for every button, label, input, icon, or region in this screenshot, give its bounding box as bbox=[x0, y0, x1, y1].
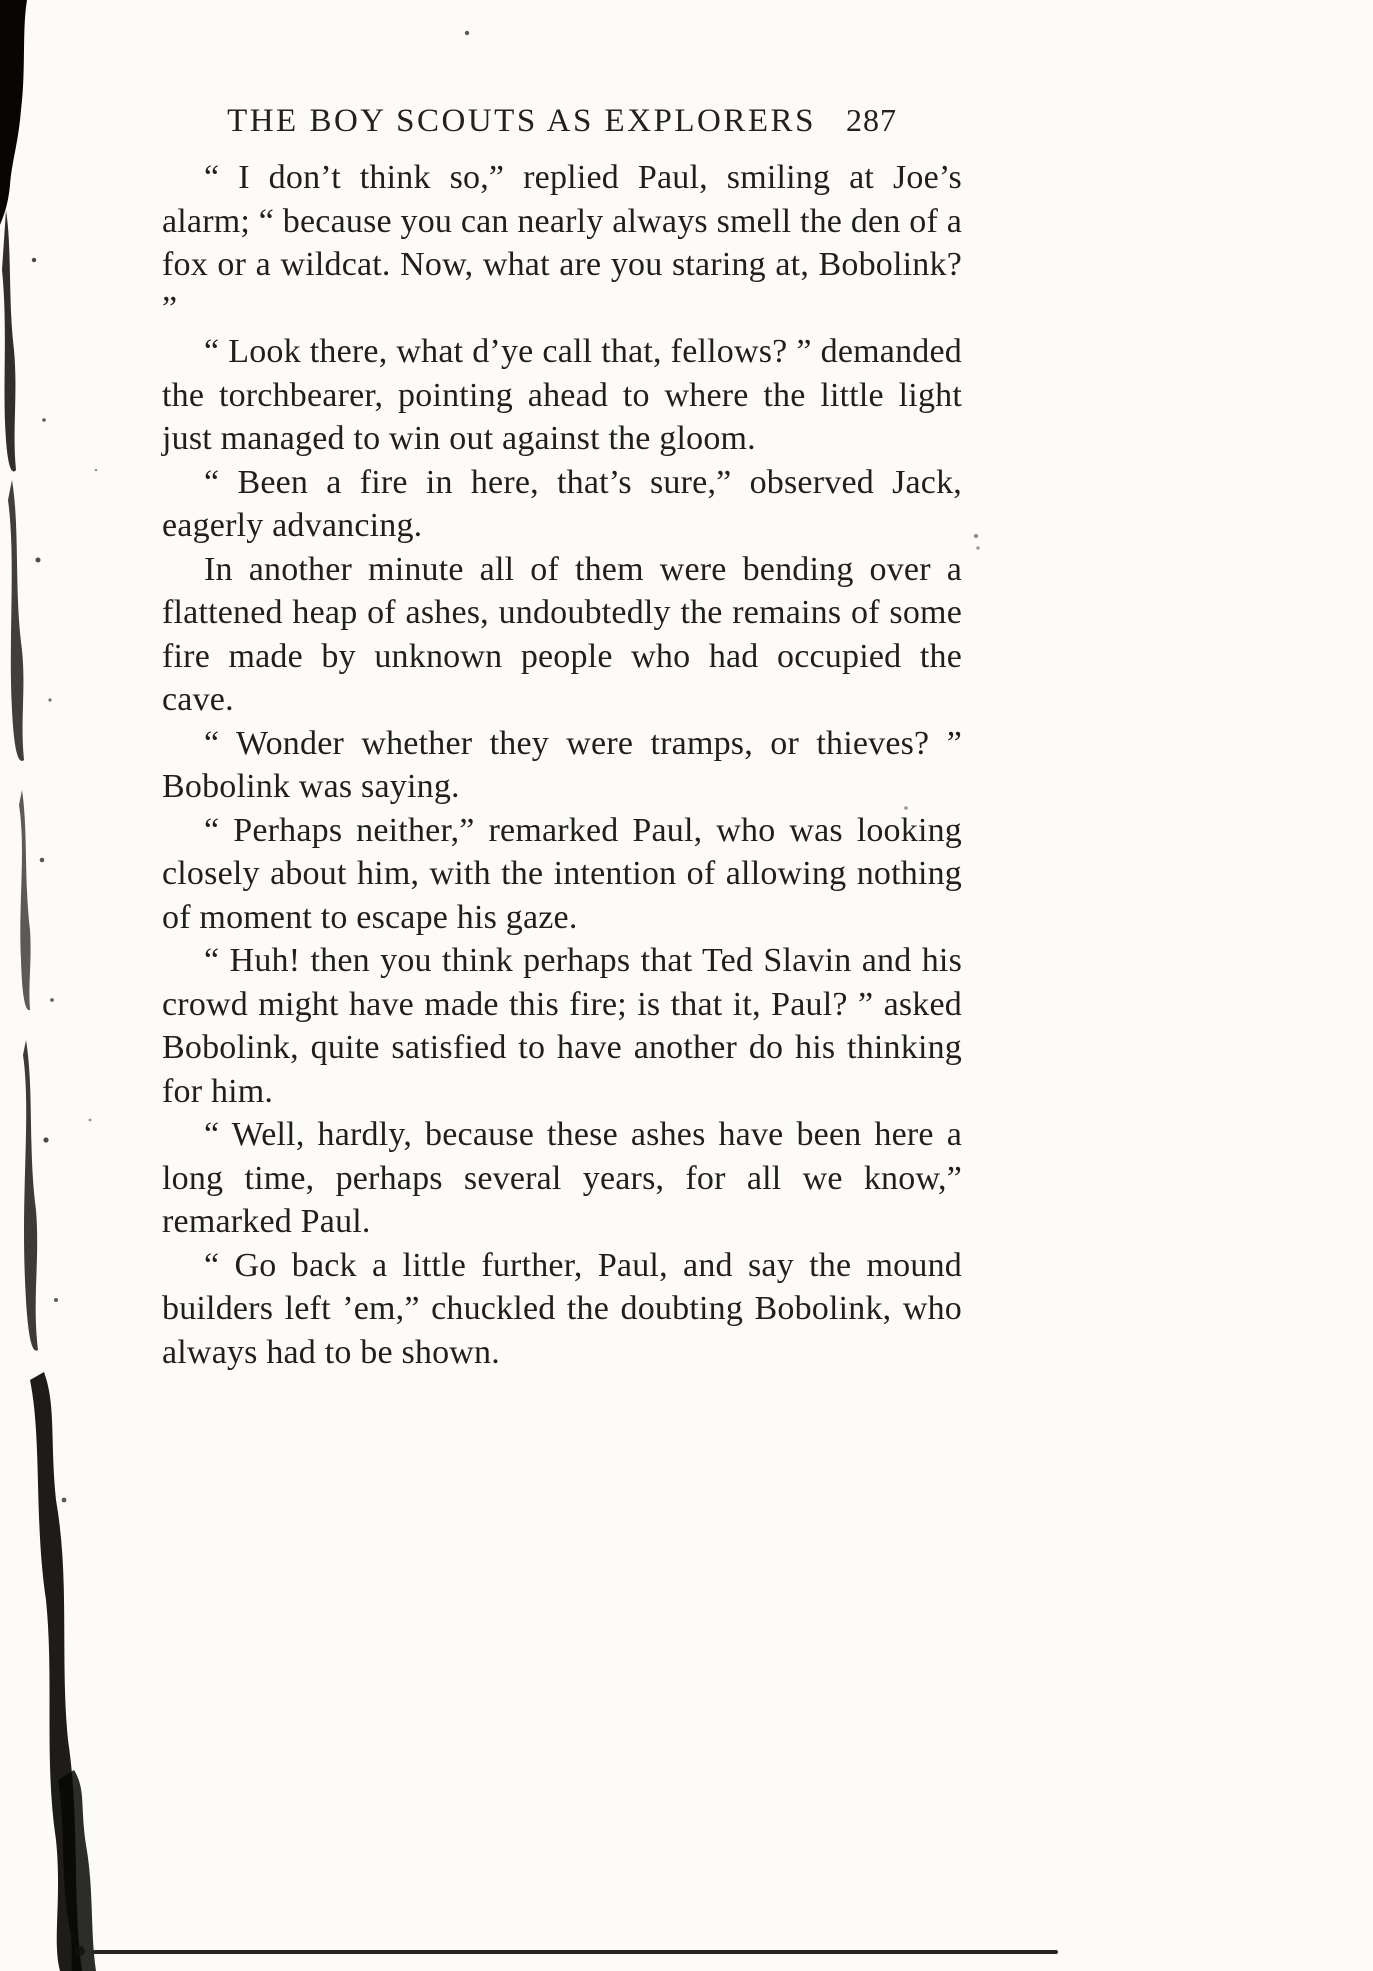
paragraph: “ Huh! then you think perhaps that Ted Slavin and his crowd might have made this fire; is that it, Paul? ” asked Bobolink, quite satisfied to have another do his thinking for him. bbox=[162, 942, 962, 1110]
book-title-header: THE BOY SCOUTS AS EXPLORERS bbox=[227, 103, 816, 139]
running-header bbox=[162, 102, 962, 140]
paragraph: “ Go back a little further, Paul, and say the mound builders left ’em,” chuckled the doubting Bobolink, who always had to be shown. bbox=[162, 1246, 962, 1371]
paragraph: “ I don’t think so,” replied Paul, smiling at Joe’s alarm; “ because you can nearly always smell the den of a fox or a wildcat. Now, what are you staring at, Bobolink? ” bbox=[162, 159, 962, 327]
paragraph: “ Wonder whether they were tramps, or thieves? ” Bobolink was saying. bbox=[162, 724, 962, 805]
scan-bottom-edge-line bbox=[93, 1950, 1058, 1954]
paragraph: In another minute all of them were bending over a flattened heap of ashes, undoubtedly the remains of some fire made by unknown people who had occupied the cave. bbox=[162, 550, 962, 718]
page-content bbox=[162, 102, 962, 1374]
body-text bbox=[162, 156, 962, 1374]
paragraph: “ Been a fire in here, that’s sure,” observed Jack, eagerly advancing. bbox=[162, 463, 962, 544]
paragraph: “ Well, hardly, because these ashes have been here a long time, perhaps several years, for all we know,” remarked Paul. bbox=[162, 1116, 962, 1240]
page-number: 287 bbox=[845, 102, 897, 138]
paragraph: “ Look there, what d’ye call that, fellows? ” demanded the torchbearer, pointing ahead to where the little light just managed to win out against the gloom. bbox=[162, 333, 962, 457]
paragraph: “ Perhaps neither,” remarked Paul, who was looking closely about him, with the intention of allowing nothing of moment to escape his gaze. bbox=[162, 811, 962, 936]
